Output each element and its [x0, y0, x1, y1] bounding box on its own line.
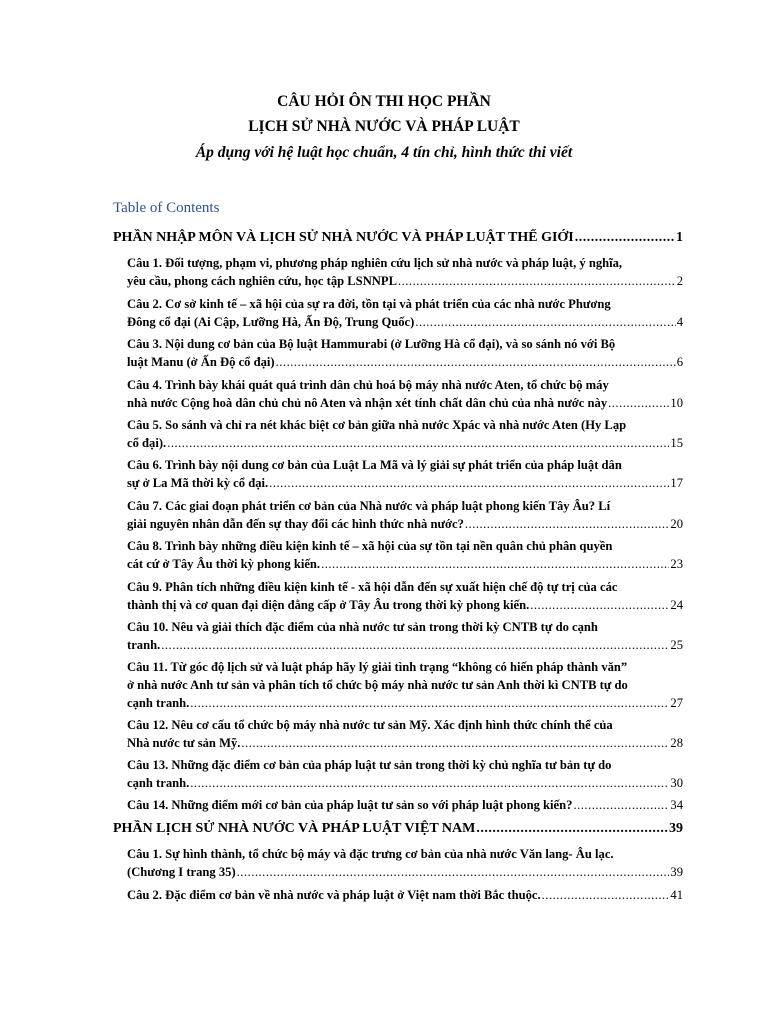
toc-item-13-page: 30 [670, 776, 683, 790]
toc-heading: Table of Contents [113, 200, 220, 216]
toc-part-2-page: 39 [669, 821, 683, 836]
toc-part2-item-1[interactable] [127, 845, 683, 881]
toc-item-12-line-1: Câu 12. Nêu cơ cấu tổ chức bộ máy nhà nước tư sản Mỹ. Xác định hình thức chính thể của [127, 718, 613, 732]
toc-leader-dots [465, 515, 670, 533]
toc-item-10-line-2: tranh. [127, 638, 161, 652]
toc-part-1[interactable] [113, 229, 683, 247]
toc-item-8-page: 23 [670, 557, 683, 571]
toc-part2-item-2-line-1: Câu 2. Đặc điểm cơ bản về nhà nước và pháp luật ở Việt nam thời Bắc thuộc. [127, 888, 541, 902]
toc-leader-dots [161, 636, 669, 654]
toc-item-13[interactable] [127, 756, 683, 792]
toc-item-4-page: 10 [670, 396, 683, 410]
toc-item-5-page: 15 [670, 436, 683, 450]
toc-item-9-page: 24 [670, 598, 683, 612]
document-title-line-2: LỊCH SỬ NHÀ NƯỚC VÀ PHÁP LUẬT [248, 118, 520, 135]
toc-item-13-line-1: Câu 13. Những đặc điểm cơ bản của pháp luật tư sản trong thời kỳ chủ nghĩa tư bản tự do [127, 758, 612, 772]
toc-leader-dots [190, 774, 669, 792]
toc-item-1-line-1: Câu 1. Đối tượng, phạm vi, phương pháp nghiên cứu lịch sử nhà nước và pháp luật, ý nghĩa, [127, 256, 623, 270]
toc-item-5-line-1: Câu 5. So sánh và chỉ ra nét khác biệt cơ bản giữa nhà nước Xpác và nhà nước Aten (Hy Lạp [127, 418, 627, 432]
toc-leader-dots [575, 229, 675, 247]
toc-item-11-line-3: cạnh tranh. [127, 696, 190, 710]
toc-item-3[interactable] [127, 335, 683, 371]
toc-item-7[interactable] [127, 497, 683, 533]
toc-leader-dots [321, 555, 669, 573]
toc-leader-dots [608, 394, 669, 412]
toc-item-2[interactable] [127, 295, 683, 331]
toc-item-11[interactable] [127, 658, 683, 712]
toc-part2-item-2[interactable] [127, 886, 683, 904]
toc-leader-dots [167, 434, 669, 452]
toc-leader-dots [276, 353, 676, 371]
toc-item-3-page: 6 [676, 355, 683, 369]
toc-item-6-line-2: sự ở La Mã thời kỳ cổ đại. [127, 476, 269, 490]
toc-leader-dots [476, 820, 668, 838]
toc-item-5[interactable] [127, 416, 683, 452]
toc-item-6-line-1: Câu 6. Trình bày nội dung cơ bản của Luật La Mã và lý giải sự phát triển của pháp luật dân [127, 458, 622, 472]
toc-item-13-line-2: cạnh tranh. [127, 776, 190, 790]
toc-leader-dots [415, 313, 675, 331]
toc-item-11-page: 27 [670, 696, 683, 710]
toc-item-2-line-1: Câu 2. Cơ sở kinh tế – xã hội của sự ra đời, tồn tại và phát triển của các nhà nước Phương [127, 297, 611, 311]
toc-leader-dots [190, 694, 669, 712]
toc-leader-dots [573, 796, 669, 814]
toc-item-12-line-2: Nhà nước tư sản Mỹ. [127, 736, 241, 750]
toc-item-12[interactable] [127, 716, 683, 752]
toc-part-2-text: PHẦN LỊCH SỬ NHÀ NƯỚC VÀ PHÁP LUẬT VIỆT NAM [113, 821, 476, 836]
toc-part-2[interactable] [113, 820, 683, 838]
toc-leader-dots [530, 596, 669, 614]
toc-item-7-line-1: Câu 7. Các giai đoạn phát triển cơ bản của Nhà nước và pháp luật phong kiến Tây Âu? Lí [127, 499, 611, 513]
toc-leader-dots [237, 863, 670, 881]
toc-item-10[interactable] [127, 618, 683, 654]
toc-item-4-line-1: Câu 4. Trình bày khái quát quá trình dân chủ hoá bộ máy nhà nước Aten, tổ chức bộ máy [127, 378, 609, 392]
toc-item-9-line-1: Câu 9. Phân tích những điều kiện kinh tế - xã hội dẫn đến sự xuất hiện chế độ tự trị của các [127, 580, 618, 594]
toc-leader-dots [269, 474, 669, 492]
toc-item-9-line-2: thành thị và cơ quan đại diện đẳng cấp ở Tây Âu trong thời kỳ phong kiến. [127, 598, 530, 612]
toc-item-6-page: 17 [670, 476, 683, 490]
toc-part-1-text: PHẦN NHẬP MÔN VÀ LỊCH SỬ NHÀ NƯỚC VÀ PHÁP LUẬT THẾ GIỚI [113, 230, 574, 245]
toc-leader-dots [542, 886, 670, 904]
toc-leader-dots [241, 734, 669, 752]
toc-item-7-page: 20 [670, 517, 683, 531]
toc-item-2-line-2: Đông cổ đại (Ai Cập, Lưỡng Hà, Ấn Độ, Trung Quốc) [127, 315, 415, 329]
toc-part2-item-2-page: 41 [670, 888, 683, 902]
toc-item-12-page: 28 [670, 736, 683, 750]
toc-item-2-page: 4 [676, 315, 683, 329]
toc-item-14[interactable] [127, 796, 683, 814]
toc-item-4[interactable] [127, 376, 683, 412]
toc-item-4-line-2: nhà nước Cộng hoà dân chủ chủ nô Aten và nhận xét tính chất dân chủ của nhà nước này [127, 396, 608, 410]
toc-part2-item-1-line-1: Câu 1. Sự hình thành, tổ chức bộ máy và đặc trưng cơ bản của nhà nước Văn lang- Âu lạc. [127, 847, 614, 861]
toc-item-7-line-2: giải nguyên nhân dẫn đến sự thay đổi các hình thức nhà nước? [127, 517, 464, 531]
toc-item-1[interactable] [127, 254, 683, 290]
toc-part-1-page: 1 [676, 230, 683, 245]
toc-item-3-line-2: luật Manu (ở Ấn Độ cổ đại) [127, 355, 275, 369]
toc-item-10-line-1: Câu 10. Nêu và giải thích đặc điểm của nhà nước tư sản trong thời kỳ CNTB tự do cạnh [127, 620, 598, 634]
toc-item-6[interactable] [127, 456, 683, 492]
toc-leader-dots [398, 272, 676, 290]
document-subtitle: Áp dụng với hệ luật học chuẩn, 4 tín chỉ, hình thức thi viết [195, 144, 573, 161]
toc-item-1-line-2: yêu cầu, phong cách nghiên cứu, học tập LSNNPL [127, 274, 397, 288]
document-title-line-1: CÂU HỎI ÔN THI HỌC PHẦN [277, 93, 491, 110]
toc-item-14-line-1: Câu 14. Những điểm mới cơ bản của pháp luật tư sản so với pháp luật phong kiến? [127, 798, 573, 812]
toc-item-11-line-2: ở nhà nước Anh tư sản và phân tích tổ chức bộ máy nhà nước tư sản Anh thời kì CNTB tự do [127, 678, 628, 692]
toc-item-1-page: 2 [676, 274, 683, 288]
toc-item-3-line-1: Câu 3. Nội dung cơ bản của Bộ luật Hammurabi (ở Lưỡng Hà cổ đại), và so sánh nó với Bộ [127, 337, 616, 351]
toc-item-5-line-2: cổ đại). [127, 436, 167, 450]
toc-item-10-page: 25 [670, 638, 683, 652]
toc-part2-item-1-line-2: (Chương I trang 35) [127, 865, 236, 879]
toc-item-8-line-2: cát cứ ở Tây Âu thời kỳ phong kiến. [127, 557, 321, 571]
toc-item-11-line-1: Câu 11. Từ góc độ lịch sử và luật pháp hãy lý giải tình trạng “không có hiến pháp thành văn” [127, 660, 628, 674]
toc-item-8-line-1: Câu 8. Trình bày những điều kiện kinh tế – xã hội của sự tồn tại nền quân chủ phân quyền [127, 539, 613, 553]
toc-item-8[interactable] [127, 537, 683, 573]
toc-item-14-page: 34 [670, 798, 683, 812]
toc-item-9[interactable] [127, 578, 683, 614]
toc-part2-item-1-page: 39 [670, 865, 683, 879]
